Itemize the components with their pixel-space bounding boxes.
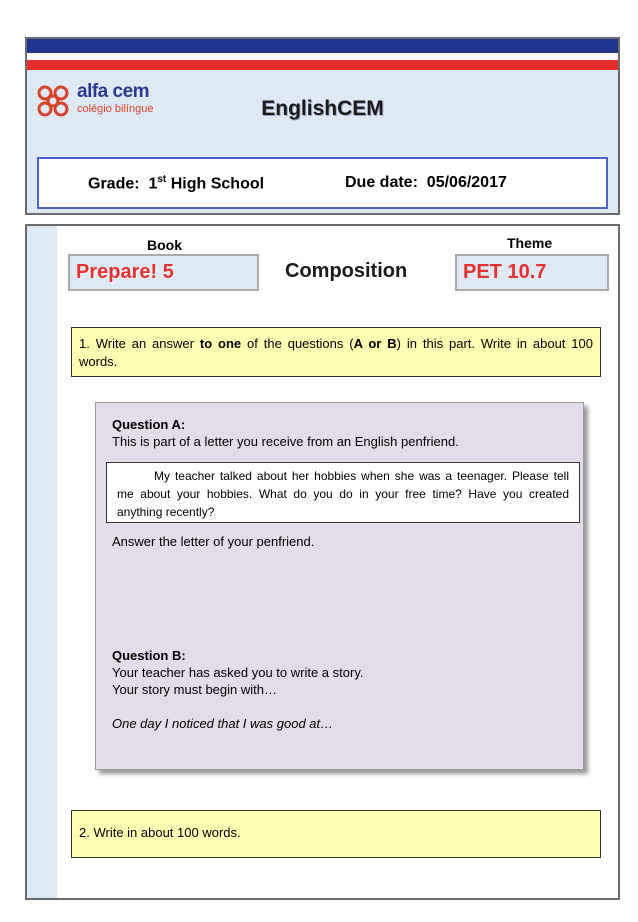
grade-ordinal: 1 [148, 175, 158, 193]
main-frame [25, 224, 620, 900]
instr1-mid: of the questions ( [241, 336, 354, 351]
question-a-task: Answer the letter of your penfriend. [112, 534, 315, 549]
grade-label: Grade: [88, 175, 140, 193]
book-label: Book [147, 237, 182, 253]
composition-heading: Composition [285, 260, 408, 282]
questions-box [95, 402, 584, 770]
theme-value: PET 10.7 [463, 261, 547, 283]
page-title: EnglishCEM [261, 97, 384, 120]
due-label: Due date: [345, 174, 418, 191]
due-info [345, 174, 507, 192]
side-bar [27, 226, 57, 898]
grade-rest: High School [170, 175, 265, 193]
header-frame [25, 37, 620, 215]
instr1-suffix: ) in this part. Write in about 100 words. [79, 336, 593, 369]
grade-info [88, 174, 264, 193]
logo-subtitle: colégio bilíngue [77, 103, 154, 115]
logo-name: alfa cem [77, 81, 150, 102]
question-b-heading: Question B: [112, 648, 186, 663]
instruction-2: 2. Write in about 100 words. [71, 810, 601, 858]
grade-sup: st [157, 174, 167, 185]
white-stripe [27, 53, 618, 60]
instruction-1 [71, 327, 601, 377]
instr1-bold2: A or B [353, 336, 397, 351]
penfriend-letter: My teacher talked about her hobbies when she was a teenager. Please tell me about your hobbies. What do you do in your free time? Have you created anything recently? [106, 462, 580, 523]
blue-stripe [27, 39, 618, 53]
book-value: Prepare! 5 [76, 261, 174, 283]
instr1-prefix: 1. Write an answer [79, 336, 200, 351]
grade-due-box [37, 157, 608, 209]
red-stripe [27, 60, 618, 70]
question-b-line2: Your story must begin with… [112, 682, 277, 697]
theme-box [455, 254, 609, 291]
instr1-bold1: to one [199, 336, 242, 351]
question-a-intro: This is part of a letter you receive from an English penfriend. [112, 434, 459, 449]
question-a-heading: Question A: [112, 417, 186, 432]
book-box [68, 254, 259, 291]
question-b-opening: One day I noticed that I was good at… [112, 716, 334, 731]
theme-label: Theme [507, 235, 553, 251]
due-value: 05/06/2017 [426, 174, 507, 191]
question-b-line1: Your teacher has asked you to write a story. [112, 665, 364, 680]
